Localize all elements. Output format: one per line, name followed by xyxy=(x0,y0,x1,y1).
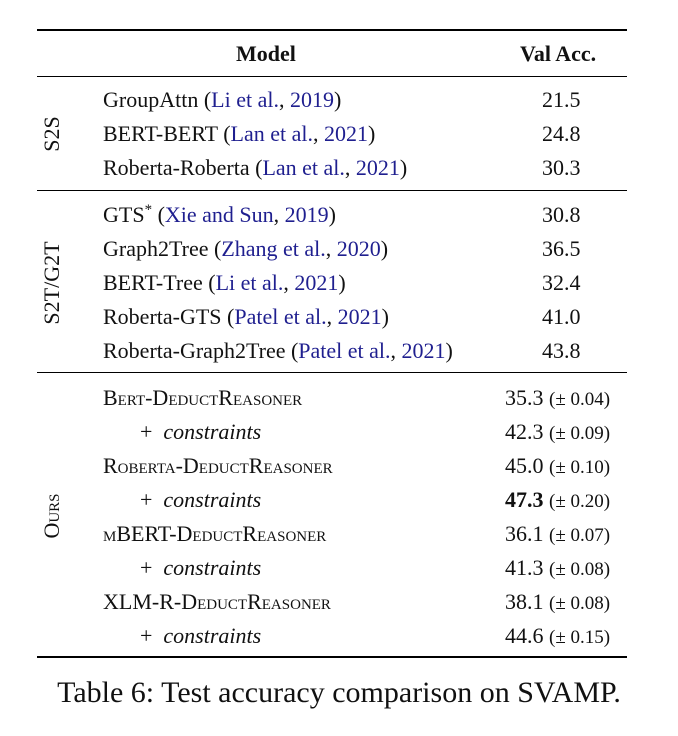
citation-year-link[interactable]: 2021 xyxy=(337,304,382,329)
table-row-acc: 30.3 xyxy=(542,155,581,180)
citation-link[interactable]: Lan et al. xyxy=(262,155,345,180)
table-row-model: BERT-Tree (Li et al., 2021) xyxy=(103,270,346,295)
citation-link[interactable]: Li et al. xyxy=(215,270,284,295)
table-row-model: Bert-DeductReasoner xyxy=(103,385,303,410)
citation-year-link[interactable]: 2021 xyxy=(324,121,369,146)
group-label-ours: Ours xyxy=(39,493,64,539)
group-label-s2t-g2t: S2T/G2T xyxy=(39,241,64,325)
citation-year-link[interactable]: 2019 xyxy=(284,202,329,227)
table-row-acc: 45.0 (± 0.10) xyxy=(505,453,611,478)
top-rule xyxy=(37,29,627,31)
table-row-acc: 35.3 (± 0.04) xyxy=(505,385,611,410)
table-row-model: Roberta-GTS (Patel et al., 2021) xyxy=(103,304,389,329)
table-row-model: Graph2Tree (Zhang et al., 2020) xyxy=(103,236,389,261)
table-caption: Table 6: Test accuracy comparison on SVAMP. xyxy=(57,676,621,709)
table-row-model: Roberta-Graph2Tree (Patel et al., 2021) xyxy=(103,338,453,363)
group-rule-2 xyxy=(37,372,627,373)
table-row-acc: 36.5 xyxy=(542,236,581,261)
citation-link[interactable]: Xie and Sun xyxy=(164,202,274,227)
table-row-acc: 38.1 (± 0.08) xyxy=(505,589,611,614)
table-row-acc: 44.6 (± 0.15) xyxy=(505,623,611,648)
table-row-acc: 30.8 xyxy=(542,202,581,227)
citation-link[interactable]: Patel et al. xyxy=(298,338,391,363)
citation-year-link[interactable]: 2021 xyxy=(355,155,400,180)
table-row-acc-best: 47.3 (± 0.20) xyxy=(505,487,611,512)
citation-year-link[interactable]: 2021 xyxy=(401,338,446,363)
group-rule-1 xyxy=(37,190,627,191)
bottom-rule xyxy=(37,656,627,658)
table-row-acc: 21.5 xyxy=(542,87,581,112)
header-val-acc: Val Acc. xyxy=(520,41,597,66)
table-row-model: + constraints xyxy=(140,555,262,580)
table-row-acc: 32.4 xyxy=(542,270,581,295)
table-row-acc: 24.8 xyxy=(542,121,581,146)
citation-year-link[interactable]: 2020 xyxy=(336,236,381,261)
table-row-model: GroupAttn (Li et al., 2019) xyxy=(103,87,342,112)
table-row-model: + constraints xyxy=(140,487,262,512)
citation-link[interactable]: Li et al. xyxy=(211,87,279,112)
table-row-model: XLM-R-DeductReasoner xyxy=(103,589,331,614)
header-model: Model xyxy=(236,41,296,66)
table-row-model: Roberta-Roberta (Lan et al., 2021) xyxy=(103,155,408,180)
table-row-model: Roberta-DeductReasoner xyxy=(103,453,333,478)
table-row-model: + constraints xyxy=(140,419,262,444)
group-label-s2s: S2S xyxy=(39,116,64,152)
table-row-acc: 43.8 xyxy=(542,338,581,363)
table-row-model: GTS* (Xie and Sun, 2019) xyxy=(103,202,336,227)
header-rule xyxy=(37,76,627,77)
citation-year-link[interactable]: 2019 xyxy=(289,87,334,112)
table-row-acc: 41.3 (± 0.08) xyxy=(505,555,611,580)
table-row-model: mBERT-DeductReasoner xyxy=(103,521,327,546)
citation-link[interactable]: Zhang et al. xyxy=(221,236,326,261)
table-row-acc: 41.0 xyxy=(542,304,581,329)
table-row-acc: 42.3 (± 0.09) xyxy=(505,419,611,444)
citation-year-link[interactable]: 2021 xyxy=(294,270,339,295)
citation-link[interactable]: Patel et al. xyxy=(234,304,327,329)
table-row-model: + constraints xyxy=(140,623,262,648)
asterisk-superscript: * xyxy=(144,202,153,218)
table-row-acc: 36.1 (± 0.07) xyxy=(505,521,611,546)
table-row-model: BERT-BERT (Lan et al., 2021) xyxy=(103,121,376,146)
citation-link[interactable]: Lan et al. xyxy=(230,121,314,146)
